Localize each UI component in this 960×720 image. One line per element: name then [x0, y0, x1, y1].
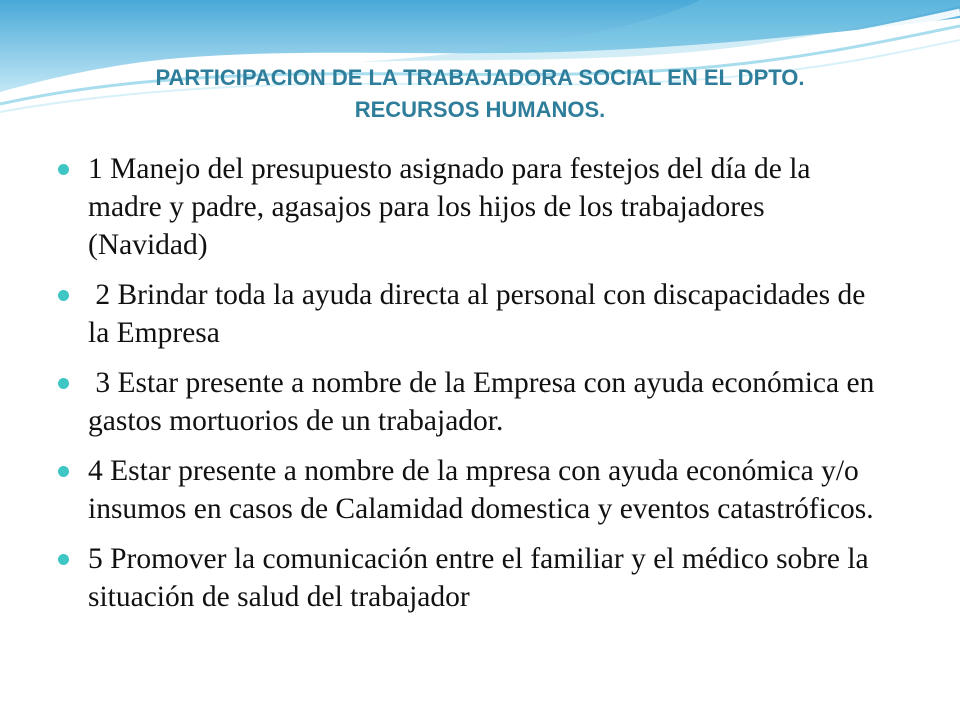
list-item — [58, 364, 888, 440]
list-item-text: 3 Estar presente a nombre de la Empresa con ayuda económica en gastos mortuorios de un trabajador. — [88, 367, 882, 437]
list-item — [58, 150, 888, 264]
list-item-text: 4 Estar presente a nombre de la mpresa con ayuda económica y/o insumos en casos de Calamidad domestica y eventos catastróficos. — [88, 455, 874, 525]
list-item-text: 5 Promover la comunicación entre el familiar y el médico sobre la situación de salud del trabajador — [88, 543, 869, 613]
list-item — [58, 540, 888, 616]
circle-bullet-icon — [58, 164, 69, 175]
list-item — [58, 452, 888, 528]
slide-title — [80, 62, 880, 126]
circle-bullet-icon — [58, 466, 69, 477]
circle-bullet-icon — [58, 554, 69, 565]
list-item — [58, 276, 888, 352]
title-line-2: RECURSOS HUMANOS. — [354, 97, 606, 122]
circle-bullet-icon — [58, 290, 69, 301]
title-line-1: PARTICIPACION DE LA TRABAJADORA SOCIAL EN EL DPTO. — [155, 65, 805, 90]
circle-bullet-icon — [58, 378, 69, 389]
bullet-list — [58, 150, 888, 628]
list-item-text: 2 Brindar toda la ayuda directa al personal con discapacidades de la Empresa — [88, 279, 873, 349]
list-item-text: 1 Manejo del presupuesto asignado para festejos del día de la madre y padre, agasajos para los hijos de los trabajadores (Navidad) — [88, 153, 811, 261]
